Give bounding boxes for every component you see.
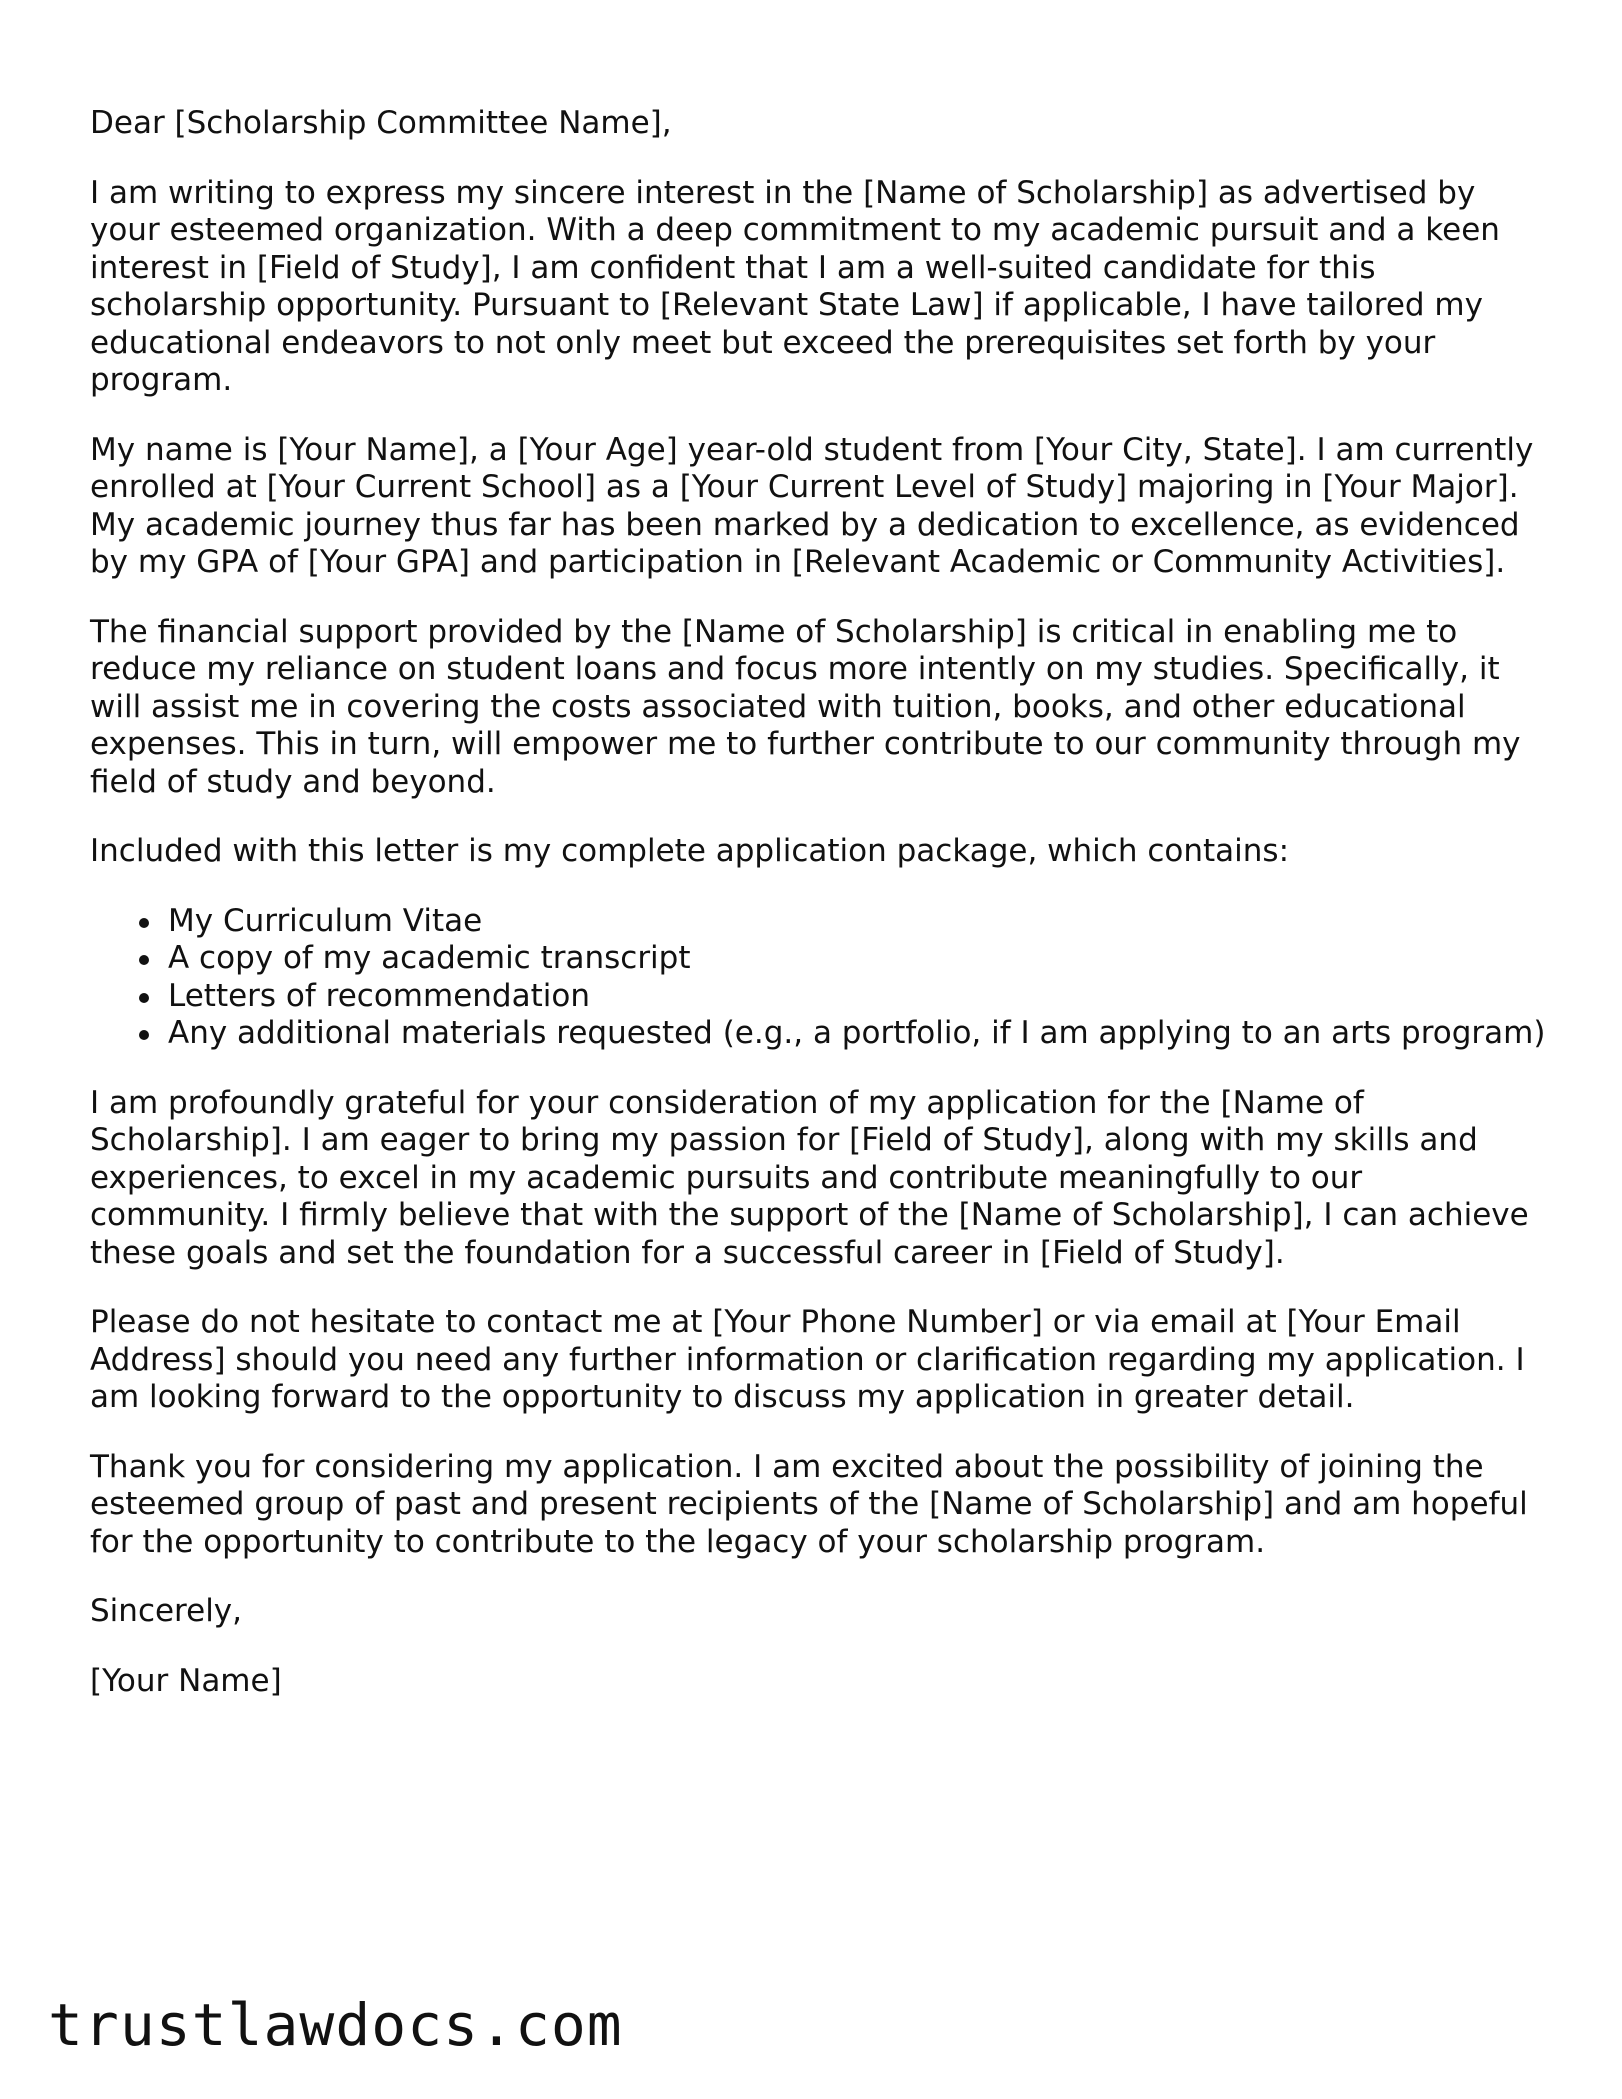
letter-body bbox=[90, 105, 1550, 1732]
paragraph-contact: Please do not hesitate to contact me at [Your Phone Number] or via email at [Your Email Address] should you need any further information or clarification regarding my application. I am looking forward to the opportunity to discuss my application in greater detail. bbox=[90, 1304, 1525, 1415]
signature: [Your Name] bbox=[90, 1662, 282, 1699]
package-list bbox=[90, 903, 1550, 1053]
list-item: A copy of my academic transcript bbox=[168, 940, 1550, 978]
paragraph-thanks: Thank you for considering my application. I am excited about the possibility of joining the esteemed group of past and present recipients of the [Name of Scholarship] and am hopeful for the opportunity to contribute to the legacy of your scholarship program. bbox=[90, 1448, 1528, 1560]
salutation: Dear [Scholarship Committee Name], bbox=[90, 105, 672, 141]
list-item: Letters of recommendation bbox=[168, 978, 1550, 1016]
list-item: Any additional materials requested (e.g., a portfolio, if I am applying to an arts program) bbox=[168, 1015, 1550, 1053]
list-item: My Curriculum Vitae bbox=[168, 903, 1550, 941]
signoff: Sincerely, bbox=[90, 1593, 243, 1629]
paragraph-intro: I am writing to express my sincere interest in the [Name of Scholarship] as advertised by your esteemed organization. With a deep commitment to my academic pursuit and a keen interest in [Field of Study], I am confident that I am a well-suited candidate for this scholarship opportunity. Pursuant to [Relevant State Law] if applicable, I have tailored my educational endeavors to not only meet but exceed the prerequisites set forth by your program. bbox=[90, 174, 1500, 398]
paragraph-financial-need: The financial support provided by the [Name of Scholarship] is critical in enabling me to reduce my reliance on student loans and focus more intently on my studies. Specifically, it will assist me in covering the costs associated with tuition, books, and other educational expenses. This in turn, will empower me to further contribute to our community through my field of study and beyond. bbox=[90, 613, 1521, 800]
paragraph-package-intro: Included with this letter is my complete application package, which contains: bbox=[90, 833, 1290, 869]
watermark-text: trustlawdocs.com bbox=[48, 1991, 623, 2059]
paragraph-gratitude: I am profoundly grateful for your consideration of my application for the [Name of Scholarship]. I am eager to bring my passion for [Field of Study], along with my skills and experiences, to excel in my academic pursuits and contribute meaningfully to our community. I firmly believe that with the support of the [Name of Scholarship], I can achieve these goals and set the foundation for a successful career in [Field of Study]. bbox=[90, 1084, 1529, 1271]
paragraph-background: My name is [Your Name], a [Your Age] year-old student from [Your City, State]. I am currently enrolled at [Your Current School] as a [Your Current Level of Study] majoring in [Your Major]. My academic journey thus far has been marked by a dedication to excellence, as evidenced by my GPA of [Your GPA] and participation in [Relevant Academic or Community Activities]. bbox=[90, 431, 1534, 580]
